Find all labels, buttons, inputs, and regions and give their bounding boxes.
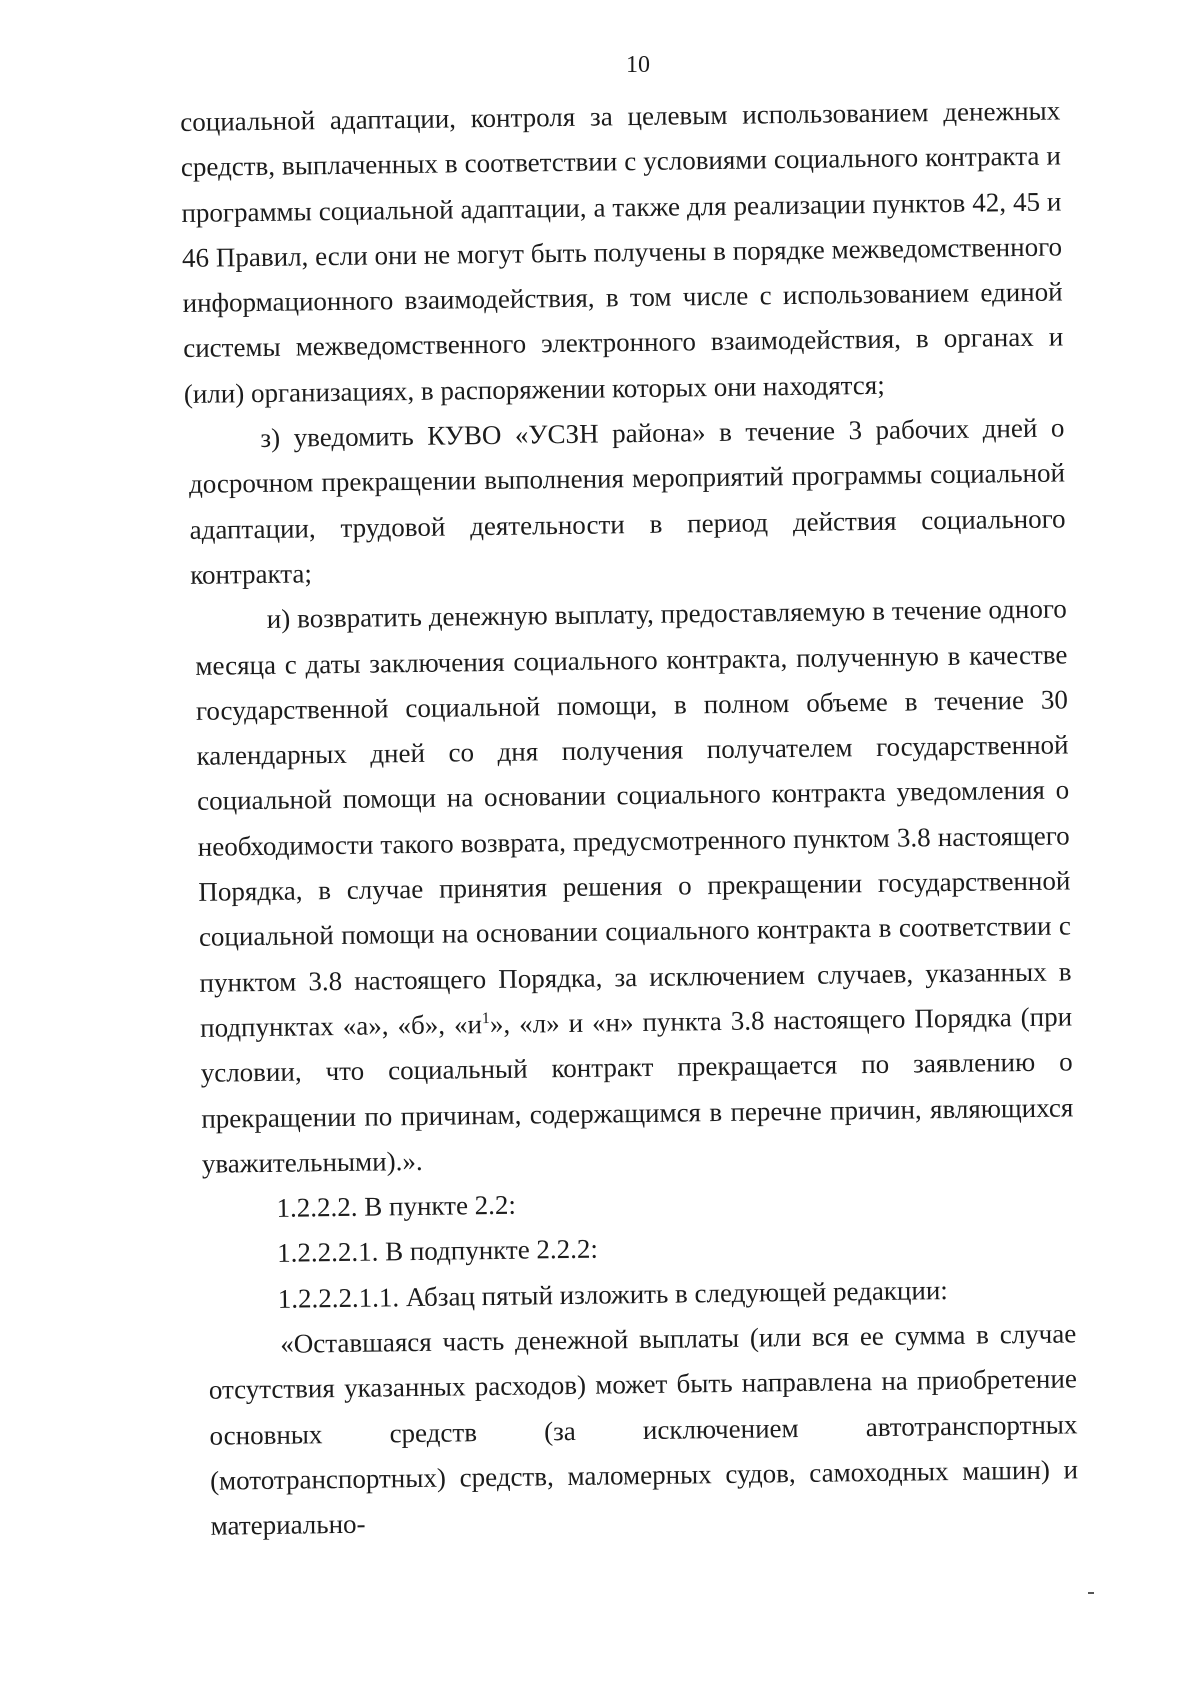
document-body [180, 88, 1079, 1549]
paragraph-clause-1-2-2-2: 1.2.2.2. В пункте 2.2: [276, 1189, 517, 1223]
page-number: 10 [626, 52, 650, 78]
paragraph-continuation: социальной адаптации, контроля за целевым использованием денежных средств, выплаченных в соответствии с условиями социального контракта и программы социальной адаптации, а также для реализации пунктов 42, 45 и 46 Правил, если они не могут быть получены в порядке межведомственного информационного взаимодействия, в том числе с использованием единой системы межведомственного электронного взаимодействия, в органах и (или) организациях, в распоряжении которых они находятся; [180, 95, 1064, 409]
paragraph-item-i-text-end: », «л» и «н» пункта 3.8 настоящего Порядка (при условии, что социальный контракт прекращается по заявлению о прекращении по причинам, содержащимся в перечне причин, являющихся уважительными).». [200, 1001, 1074, 1179]
paragraph-clause-1-2-2-2-1: 1.2.2.2.1. В подпункте 2.2.2: [276, 1234, 599, 1269]
paragraph-item-z: з) уведомить КУВО «УСЗН района» в течение 3 рабочих дней о досрочном прекращении выполнения мероприятий программы социальной адаптации, трудовой деятельности в период действия социального контракта; [188, 412, 1066, 590]
paragraph-item-i-text-start: и) возвратить денежную выплату, предоставляемую в течение одного месяца с даты заключения социального контракта, полученную в качестве государственной социальной помощи, в полном объеме в течение 30 календарных дней со дня получения получателем государственной социальной помощи на основании социального контракта уведомления о необходимости такого возврата, предусмотренного пунктом 3.8 настоящего Порядка, в случае принятия решения о прекращении государственной социальной помощи на основании социального контракта в соответствии с пунктом 3.8 настоящего Порядка, за исключением случаев, указанных в подпунктах «а», «б», «и [195, 593, 1072, 1043]
paragraph-quoted-text: «Оставшаяся часть денежной выплаты (или вся ее сумма в случае отсутствия указанных расходов) может быть направлена на приобретение основных средств (за исключением автотранспортных (мототранспортных) средств, маломерных судов, самоходных машин) и материально- [208, 1318, 1079, 1541]
paragraph-item-i [195, 587, 1075, 1187]
paragraph-clause-1-2-2-2-1-1: 1.2.2.2.1.1. Абзац пятый изложить в следующей редакции: [277, 1274, 948, 1314]
superscript-marker: 1 [481, 1009, 490, 1028]
scan-speck [1088, 1592, 1094, 1594]
